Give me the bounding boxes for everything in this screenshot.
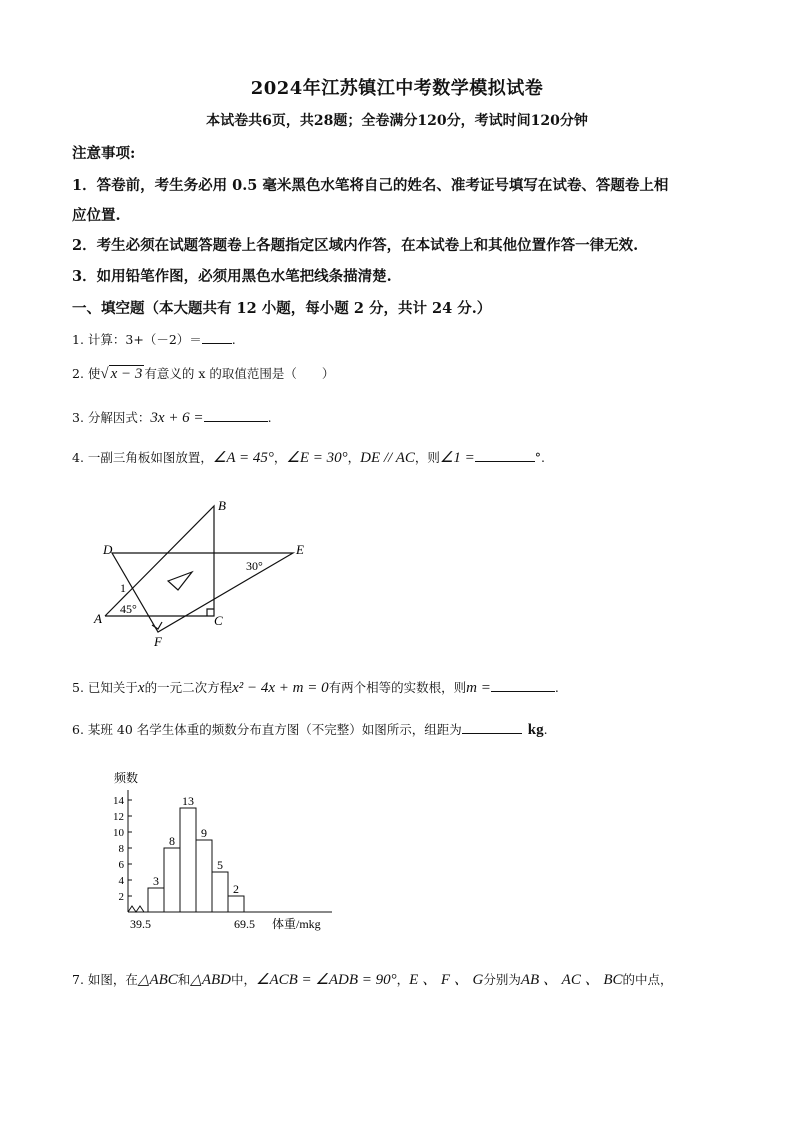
- histogram-bar: [228, 896, 244, 912]
- notes-heading: 注意事项:: [72, 145, 136, 162]
- x-axis-label: 体重/mkg: [272, 917, 321, 931]
- bar-value-label: 5: [217, 858, 223, 872]
- x-tick-first: 39.5: [130, 917, 151, 931]
- question-1: 1. 计算：3+（－2）＝ .: [72, 332, 236, 347]
- histogram-chart: [100, 768, 350, 938]
- q2-radicand: x − 3: [110, 366, 143, 382]
- bar-value-label: 13: [182, 794, 194, 808]
- label-F: F: [154, 634, 162, 649]
- question-6: 6. 某班 40 名学生体重的频数分布直方图（不完整）如图所示，组距为 kg.: [72, 722, 548, 738]
- bar-value-label: 9: [201, 826, 207, 840]
- x-tick-last: 69.5: [234, 917, 255, 931]
- histogram-bar: [180, 808, 196, 912]
- y-tick-label: 10: [113, 827, 124, 839]
- q5-answer-blank[interactable]: [491, 678, 555, 692]
- label-C: C: [214, 613, 223, 628]
- bar-value-label: 2: [233, 882, 239, 896]
- note-2: 2．考生必须在试题答题卷上各题指定区域内作答，在本试卷上和其他位置作答一律无效.: [72, 237, 639, 254]
- histogram-bar: [164, 848, 180, 912]
- question-4: 4. 一副三角板如图放置，∠A = 45°，∠E = 30°，DE // AC，则∠1 = °.: [72, 450, 545, 466]
- label-B: B: [218, 498, 226, 513]
- y-tick-label: 8: [118, 843, 124, 855]
- q1-text: 1. 计算：3+（－2）＝: [72, 332, 202, 347]
- sqrt-icon: √: [100, 366, 109, 382]
- exam-title: 2024年江苏镇江中考数学模拟试卷: [250, 78, 544, 99]
- histogram-bar: [148, 888, 164, 912]
- label-30-degrees: 30°: [246, 559, 263, 573]
- note-1-cont: 应位置.: [72, 207, 121, 224]
- exam-subtitle: 本试卷共6页，共28题；全卷满分120分，考试时间120分钟: [206, 113, 588, 129]
- y-tick-label: 2: [118, 891, 124, 903]
- histogram-bar: [196, 840, 212, 912]
- bar-value-label: 3: [153, 874, 159, 888]
- y-tick-label: 6: [118, 859, 124, 871]
- note-3: 3．如用铅笔作图，必须用黑色水笔把线条描清楚.: [72, 268, 392, 285]
- label-A: A: [94, 611, 102, 626]
- q3-answer-blank[interactable]: [204, 408, 268, 422]
- question-2: 2. 使√ x − 3 有意义的 x 的取值范围是（ ）: [72, 366, 335, 382]
- label-E: E: [296, 542, 304, 557]
- y-axis-label: 频数: [114, 771, 139, 785]
- label-45-degrees: 45°: [120, 602, 137, 616]
- axis-break-zigzag: [128, 906, 148, 912]
- label-D: D: [103, 542, 113, 557]
- label-angle-1: 1: [120, 581, 126, 595]
- question-5: 5. 已知关于x的一元二次方程x² − 4x + m = 0有两个相等的实数根，则m = .: [72, 680, 559, 696]
- q5-equation: x² − 4x + m = 0: [232, 680, 329, 696]
- y-tick-label: 4: [118, 875, 124, 887]
- bar-value-label: 8: [169, 834, 175, 848]
- q6-answer-blank[interactable]: [462, 720, 522, 734]
- q4-answer-blank[interactable]: [475, 448, 535, 462]
- question-3: 3. 分解因式：3x + 6 = .: [72, 410, 272, 426]
- section-heading: 一、填空题（本大题共有 12 小题，每小题 2 分，共计 24 分.）: [72, 300, 492, 317]
- triangle-figure: [90, 492, 310, 652]
- y-tick-label: 12: [113, 811, 124, 823]
- q1-answer-blank[interactable]: [202, 330, 232, 344]
- histogram-bar: [212, 872, 228, 912]
- note-1: 1．答卷前，考生务必用 0.5 毫米黑色水笔将自己的姓名、准考证号填写在试卷、答题卷上相: [72, 177, 669, 194]
- y-tick-label: 14: [113, 795, 124, 807]
- question-7: 7. 如图，在△ABC和△ABD中，∠ACB = ∠ADB = 90°，E 、 F 、 G分别为AB 、 AC 、 BC的中点，: [72, 972, 673, 988]
- q3-expression: 3x + 6 =: [150, 410, 204, 426]
